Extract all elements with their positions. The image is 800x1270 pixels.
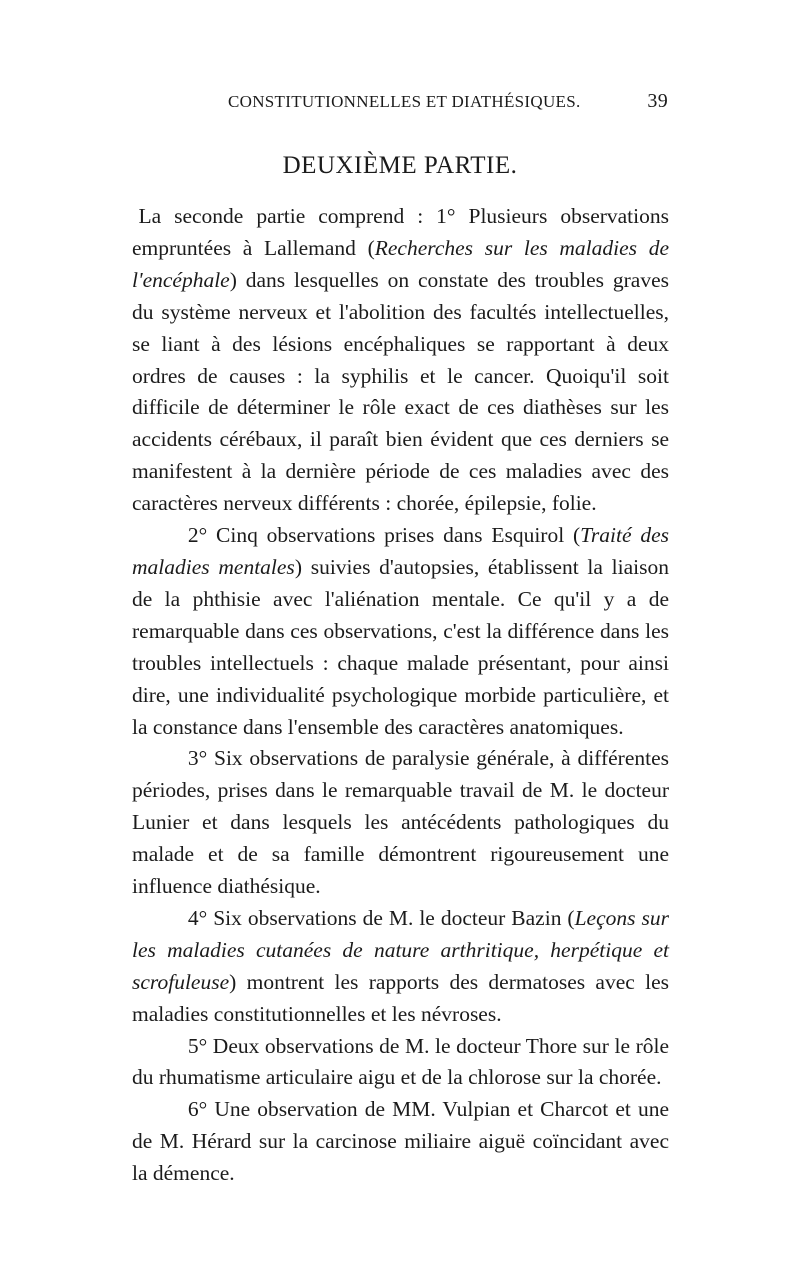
paragraph-6 (132, 1094, 669, 1190)
paragraph-5 (132, 1031, 669, 1095)
paragraph-1-text-a: La seconde partie comprend : 1° Plusieurs observations empruntées à Lallemand ( (132, 204, 669, 260)
paragraph-3-text: 3° Six observations de paralysie générale, à différentes périodes, prises dans le remarquable travail de M. le docteur Lunier et dans lesquels les antécédents pathologiques du malade et de sa famille démontrent rigoureusement une influence diathésique. (132, 746, 669, 899)
paragraph-2-text-a: 2° Cinq observations prises dans Esquirol ( (187, 523, 581, 548)
paragraph-3 (132, 743, 669, 903)
running-head (228, 92, 668, 116)
paragraph-5-text: 5° Deux observations de M. le docteur Thore sur le rôle du rhumatisme articulaire aigu et de la chlorose sur la chorée. (132, 1033, 669, 1090)
page-number: 39 (647, 90, 668, 112)
paragraph-4-text-a: 4° Six observations de M. le docteur Bazin ( (187, 905, 575, 930)
paragraph-1-text-c: ) dans lesquelles on constate des troubles graves du système nerveux et l'abolition des facultés intellectuelles, se liant à des lésions encéphaliques se rapportant à deux ordres de causes : la syphilis et le cancer. Quoiqu'il soit difficile de déterminer le rôle exact de ces diathèses sur les accidents cérébaux, il paraît bien évident que ces derniers se manifestent à la dernière période de ces maladies avec des caractères nerveux différents : chorée, épilepsie, folie. (132, 267, 669, 516)
paragraph-4 (132, 903, 669, 1031)
paragraph-1 (132, 201, 669, 520)
paragraph-2-text-c: ) suivies d'autopsies, établissent la liaison de la phthisie avec l'aliénation mentale. Ce qu'il y a de remarquable dans ces observations, c'est la différence dans les troubles intellectuels : chaque malade présentant, pour ainsi dire, une individualité psychologique morbide particulière, et la constance dans l'ensemble des caractères anatomiques. (132, 554, 670, 739)
paragraph-2 (132, 520, 669, 743)
body-text (132, 201, 669, 1190)
paragraph-2-citation: Traité des maladies mentales (132, 523, 669, 579)
paragraph-6-text: 6° Une observation de MM. Vulpian et Charcot et une de M. Hérard sur la carcinose miliaire aiguë coïncidant avec la démence. (132, 1097, 669, 1186)
running-title: CONSTITUTIONNELLES ET DIATHÉSIQUES. (228, 92, 581, 111)
paragraph-4-citation: Leçons sur les maladies cutanées de nature arthritique, herpétique et scrofuleuse (132, 905, 669, 994)
part-title: DEUXIÈME PARTIE. (282, 152, 518, 179)
paragraph-4-text-c: ) montrent les rapports des dermatoses avec les maladies constitutionnelles et les névroses. (132, 969, 669, 1026)
paragraph-1-citation: Recherches sur les maladies de l'encéphale (132, 235, 669, 292)
